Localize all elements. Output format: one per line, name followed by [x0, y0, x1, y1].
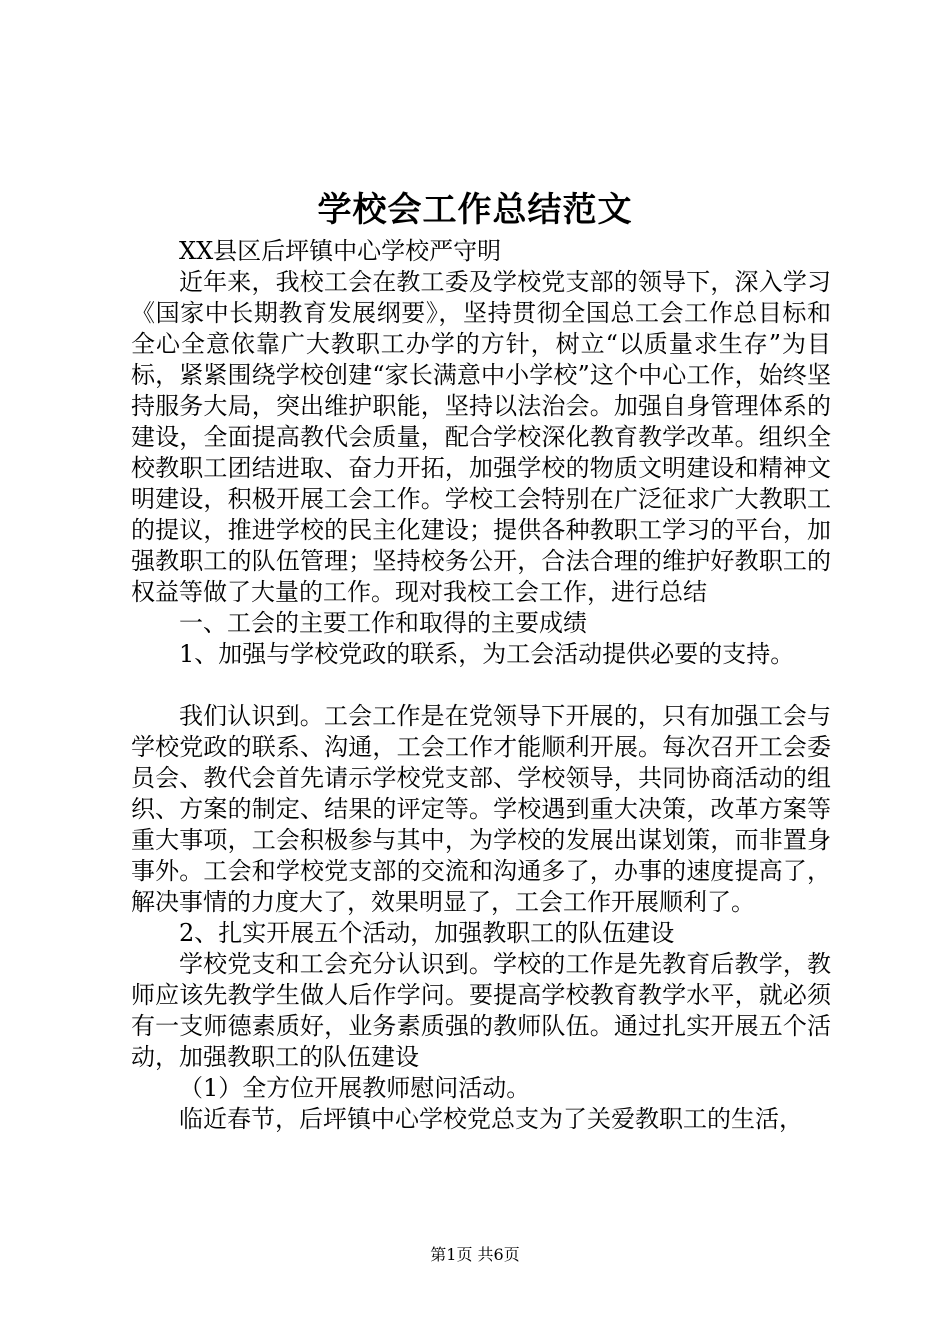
- paragraph-body: 学校党支和工会充分认识到。学校的工作是先教育后教学，教师应该先教学生做人后作学问。要提高学校教育教学水平，就必须有一支师德素质好，业务素质强的教师队伍。通过扎实开展五个活动，加强教职工的队伍建设: [131, 950, 831, 1071]
- paragraph-body: 我们认识到。工会工作是在党领导下开展的，只有加强工会与学校党政的联系、沟通，工会工作才能顺利开展。每次召开工会委员会、教代会首先请示学校党支部、学校领导，共同协商活动的组织、方案的制定、结果的评定等。学校遇到重大决策，改革方案等重大事项，工会积极参与其中，为学校的发展出谋划策，而非置身事外。工会和学校党支部的交流和沟通多了，办事的速度提高了，解决事情的力度大了，效果明显了，工会工作开展顺利了。: [131, 702, 831, 916]
- paragraph-intro: 近年来，我校工会在教工委及学校党支部的领导下，深入学习《国家中长期教育发展纲要》，坚持贯彻全国总工会工作总目标和全心全意依靠广大教职工办学的方针，树立“以质量求生存”为目标，紧紧围绕学校创建“家长满意中小学校”这个中心工作，始终坚持服务大局，突出维护职能，坚持以法治会。加强自身管理体系的建设，全面提高教代会质量，配合学校深化教育教学改革。组织全校教职工团结进取、奋力开拓，加强学校的物质文明建设和精神文明建设，积极开展工会工作。学校工会特别在广泛征求广大教职工的提议，推进学校的民主化建设；提供各种教职工学习的平台，加强教职工的队伍管理；坚持校务公开，合法合理的维护好教职工的权益等做了大量的工作。现对我校工会工作，进行总结: [131, 268, 831, 606]
- document-title: 学校会工作总结范文: [317, 190, 633, 230]
- page-footer: 第1页 共6页: [430, 1245, 520, 1264]
- paragraph-body: 临近春节，后坪镇中心学校党总支为了关爱教职工的生活，: [179, 1105, 803, 1133]
- subsection-heading: 1、加强与学校党政的联系，为工会活动提供必要的支持。: [179, 640, 795, 668]
- document-body: [131, 236, 831, 1135]
- author-line: XX县区后坪镇中心学校严守明: [179, 237, 502, 265]
- blank-line: [131, 670, 831, 701]
- section-heading: 一、工会的主要工作和取得的主要成绩: [179, 609, 587, 637]
- subsection-heading: 2、扎实开展五个活动，加强教职工的队伍建设: [179, 919, 675, 947]
- subsection-heading: （1）全方位开展教师慰问活动。: [179, 1074, 531, 1102]
